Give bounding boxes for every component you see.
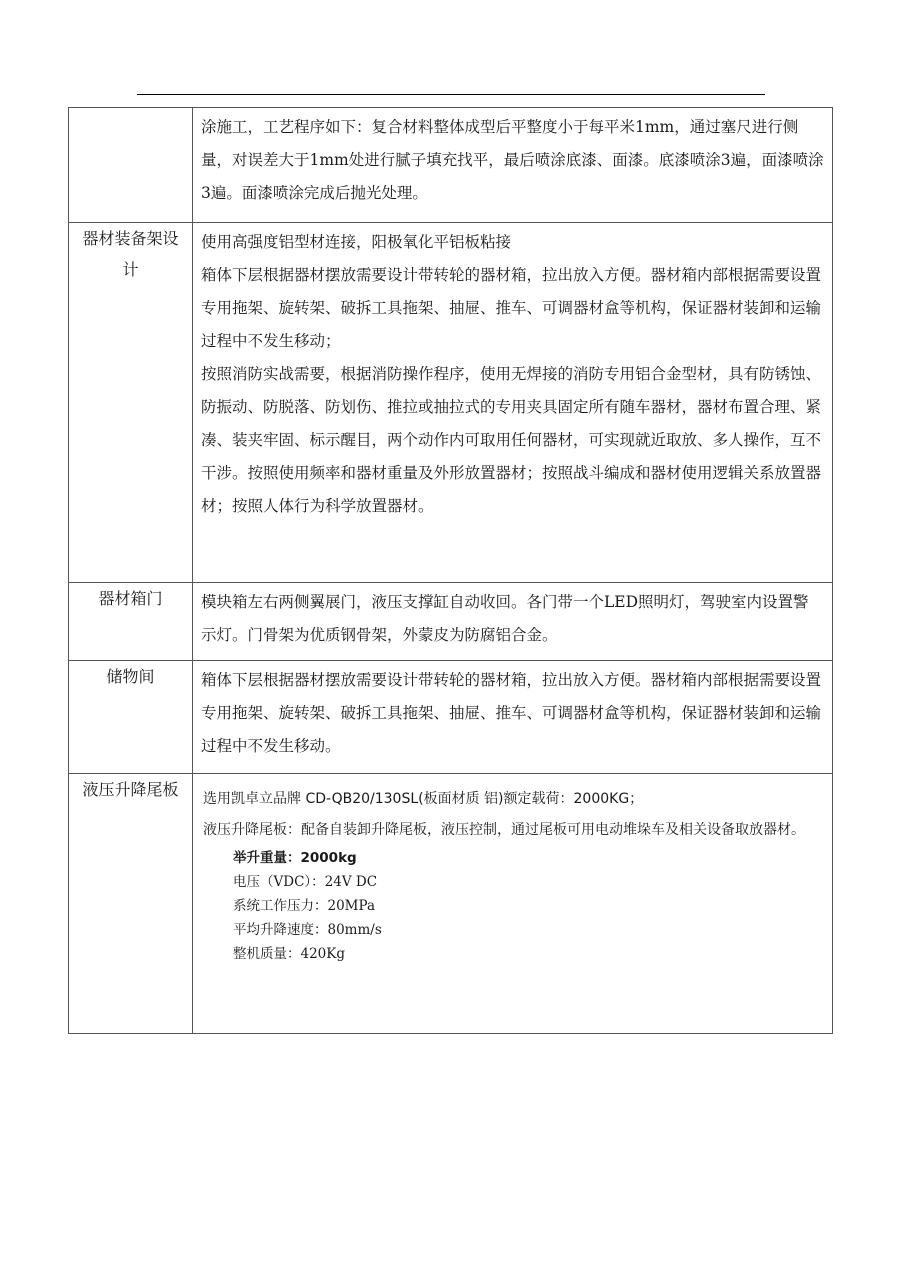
- param-lift-weight: 举升重量：2000kg: [233, 850, 357, 866]
- row-content: [193, 774, 833, 1034]
- row-content: [193, 661, 833, 774]
- row-content: [193, 108, 833, 223]
- brand-line: 选用凯卓立品牌 CD-QB20/130SL(板面材质 铝)额定载荷：2000KG；: [203, 791, 644, 807]
- paragraph: 使用高强度铝型材连接，阳极氧化平铝板粘接: [201, 233, 512, 251]
- table-row: [69, 108, 833, 223]
- paragraph: 箱体下层根据器材摆放需要设计带转轮的器材箱，拉出放入方便。器材箱内部根据需要设置专用拖架、旋转架、破拆工具拖架、抽屉、推车、可调器材盒等机构，保证器材装卸和运输过程中不发生移动；: [201, 266, 822, 350]
- row-label: [69, 108, 193, 223]
- param-mass: 整机质量：420Kg: [233, 946, 345, 962]
- table-row: [69, 661, 833, 774]
- row-label: 液压升降尾板: [69, 774, 193, 1034]
- row-content: [193, 223, 833, 583]
- param-speed: 平均升降速度：80mm/s: [233, 922, 382, 938]
- table-row: [69, 223, 833, 583]
- spec-params: [203, 846, 824, 966]
- paragraph: 箱体下层根据器材摆放需要设计带转轮的器材箱，拉出放入方便。器材箱内部根据需要设置专用拖架、旋转架、破拆工具拖架、抽屉、推车、可调器材盒等机构，保证器材装卸和运输过程中不发生移动。: [201, 671, 822, 755]
- row-label: 器材装备架设计: [69, 223, 193, 583]
- table-row: [69, 583, 833, 661]
- paragraph: 涂施工，工艺程序如下：复合材料整体成型后平整度小于每平米1mm，通过塞尺进行侧量，对误差大于1mm处进行腻子填充找平，最后喷涂底漆、面漆。底漆喷涂3遍，面漆喷涂3遍。面漆喷涂完成后抛光处理。: [201, 118, 824, 202]
- param-pressure: 系统工作压力：20MPa: [233, 898, 376, 914]
- header-rule: [137, 94, 765, 95]
- row-content: [193, 583, 833, 661]
- spec-table: [68, 107, 833, 1034]
- param-voltage: 电压（VDC）：24V DC: [233, 874, 378, 890]
- row-label: 储物间: [69, 661, 193, 774]
- paragraph: 模块箱左右两侧翼展门，液压支撑缸自动收回。各门带一个LED照明灯，驾驶室内设置警示灯。门骨架为优质钢骨架，外蒙皮为防腐铝合金。: [201, 593, 809, 644]
- paragraph: 按照消防实战需要，根据消防操作程序，使用无焊接的消防专用铝合金型材，具有防锈蚀、防振动、防脱落、防划伤、推拉或抽拉式的专用夹具固定所有随车器材，器材布置合理、紧凑、装夹牢固、标示醒目，两个动作内可取用任何器材，可实现就近取放、多人操作，互不干涉。按照使用频率和器材重量及外形放置器材；按照战斗编成和器材使用逻辑关系放置器材；按照人体行为科学放置器材。: [201, 365, 822, 515]
- row-label: 器材箱门: [69, 583, 193, 661]
- table-row: [69, 774, 833, 1034]
- description-line: 液压升降尾板：配备自装卸升降尾板，液压控制，通过尾板可用电动堆垛车及相关设备取放器材。: [203, 822, 805, 838]
